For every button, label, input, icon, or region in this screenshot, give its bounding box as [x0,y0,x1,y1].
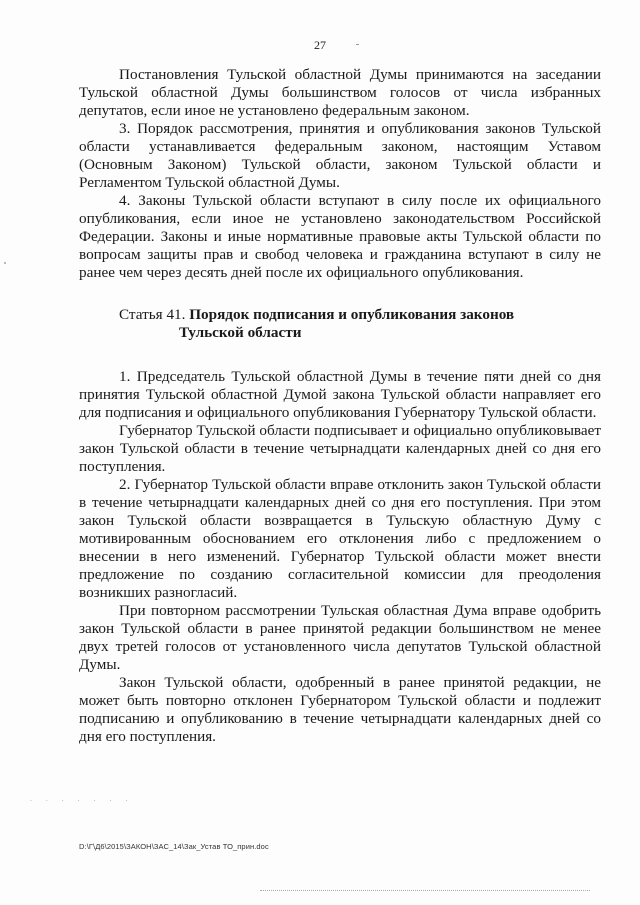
page-number: 27 [314,38,326,52]
scan-edge-marks [260,890,590,893]
article-heading [79,306,601,342]
paragraph: Закон Тульской области, одобренный в ранее принятой редакции, не может быть повторно отклонен Губернатором Тульской области и подлежит подписанию и опубликованию в течение четырнадцати календарных дней со дня его поступления. [79,674,601,745]
paragraph: 2. Губернатор Тульской области вправе отклонить закон Тульской области в течение четырнадцати календарных дней со дня его поступления. При этом закон Тульской области возвращается в Тульскую областную Думу с мотивированным обоснованием его отклонения либо с предложением о внесении в него изменений. Губернатор Тульской области может внести предложение по созданию согласительной комиссии для преодоления возникших разногласий. [79,476,601,601]
article-number: Статья 41. [119,306,186,323]
paragraph: 3. Порядок рассмотрения, принятия и опубликования законов Тульской области устанавливается федеральным законом, настоящим Уставом (Основным Законом) Тульской области, законом Тульской области и Регламентом Тульской областной Думы. [79,120,601,191]
paragraph: При повторном рассмотрении Тульская областная Дума вправе одобрить закон Тульской области в ранее принятой редакции большинством не менее двух третей голосов от установленного числа депутатов Тульской областной Думы. [79,602,601,673]
paragraph: 4. Законы Тульской области вступают в силу после их официального опубликования, если иное не установлено законодательством Российской Федерации. Законы и иные нормативные правовые акты Тульской области по вопросам защиты прав и свобод человека и гражданина вступают в силу не ранее чем через десять дней после их официального опубликования. [79,192,601,281]
scan-noise: . . . . . . . [30,796,134,803]
scan-speck [4,262,6,264]
document-body [79,66,601,746]
paragraph: Губернатор Тульской области подписывает и официально опубликовывает закон Тульской области в течение четырнадцати календарных дней со дня его поступления. [79,422,601,475]
paragraph: Постановления Тульской областной Думы принимаются на заседании Тульской областной Думы большинством голосов от числа избранных депутатов, если иное не установлено федеральным законом. [79,66,601,119]
paragraph: 1. Председатель Тульской областной Думы в течение пяти дней со дня принятия Тульской областной Думой закона Тульской области направляет его для подписания и официального опубликования Губернатору Тульской области. [79,368,601,421]
article-title-line2: Тульской области [179,324,302,341]
article-title-line1: Порядок подписания и опубликования законов [189,306,515,323]
footer-file-path: D:\Г\Д6\2015\ЗАКОН\ЗАС_14\Зак_Устав ТО_прин.doc [79,842,269,851]
